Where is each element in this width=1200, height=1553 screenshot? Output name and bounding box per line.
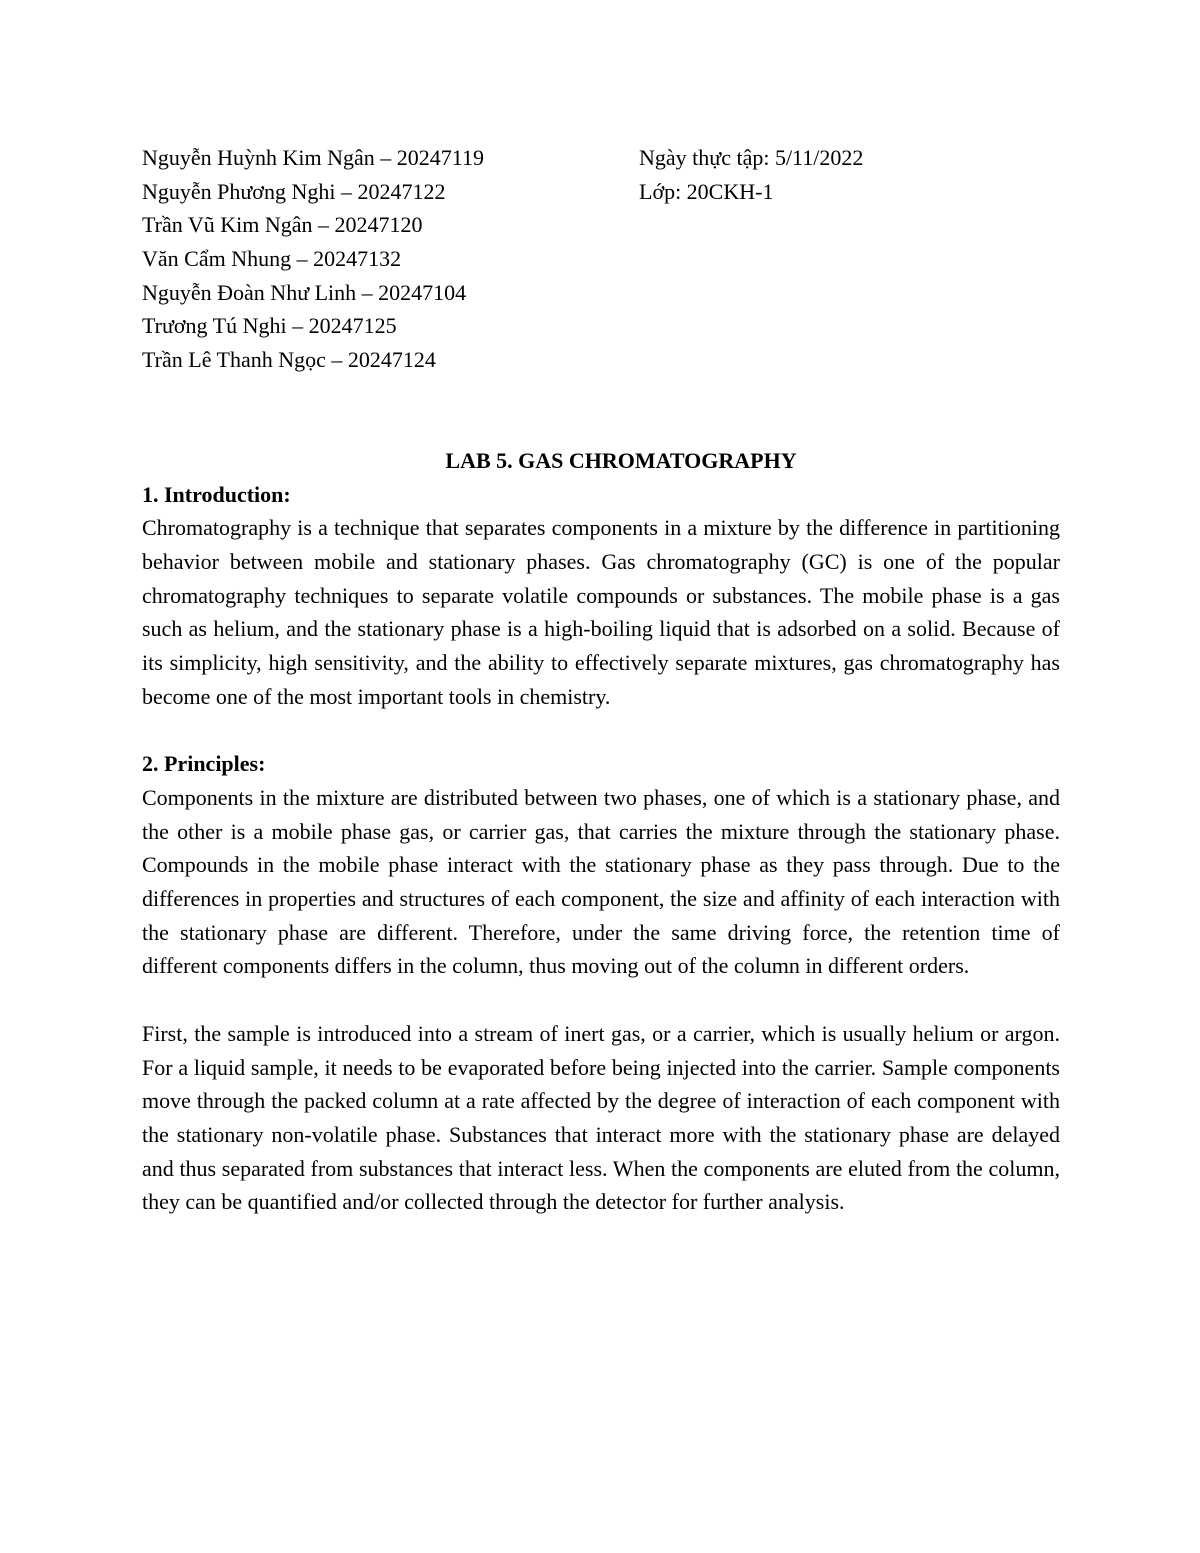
member-name: Nguyễn Huỳnh Kim Ngân – 20247119 <box>142 145 484 170</box>
lab-meta <box>639 141 1059 208</box>
section-heading-principles: 2. Principles: <box>142 751 266 777</box>
section-heading-introduction: 1. Introduction: <box>142 481 291 507</box>
document-body <box>142 444 1060 1219</box>
member-name: Nguyễn Đoàn Như Linh – 20247104 <box>142 279 467 305</box>
member-name: Nguyễn Phương Nghi – 20247122 <box>142 178 446 204</box>
paragraph-spacer <box>142 983 1060 1017</box>
member-name: Văn Cẩm Nhung – 20247132 <box>142 246 402 272</box>
principles-paragraph-1: Components in the mixture are distributed between two phases, one of which is a stationary phase, and the other is a mobile phase gas, or carrier gas, that carries the mixture through the stationary phase. Compounds in the mobile phase interact with the stationary phase as they pass through. Due to the differences in properties and structures of each component, the size and affinity of each interaction with the stationary phase are different. Therefore, under the same driving force, the retention time of different components differs in the column, thus moving out of the column in different orders. <box>142 784 1060 979</box>
paragraph-spacer <box>142 714 1060 748</box>
lab-class: Lớp: 20CKH-1 <box>639 178 774 204</box>
introduction-paragraph: Chromatography is a technique that separates components in a mixture by the difference in partitioning behavior between mobile and stationary phases. Gas chromatography (GC) is one of the popular chromatography techniques to separate volatile compounds or substances. The mobile phase is a gas such as helium, and the stationary phase is a high-boiling liquid that is adsorbed on a solid. Because of its simplicity, high sensitivity, and the ability to effectively separate mixtures, gas chromatography has become one of the most important tools in chemistry. <box>142 515 1060 709</box>
member-name: Trần Vũ Kim Ngân – 20247120 <box>142 212 423 238</box>
document-title: LAB 5. GAS CHROMATOGRAPHY <box>445 448 797 473</box>
principles-paragraph-2: First, the sample is introduced into a stream of inert gas, or a carrier, which is usually helium or argon. For a liquid sample, it needs to be evaporated before being injected into the carrier. Sample components move through the packed column at a rate affected by the degree of interaction of each component with the stationary non-volatile phase. Substances that interact more with the stationary phase are delayed and thus separated from substances that interact less. When the components are eluted from the column, they can be quantified and/or collected through the detector for further analysis. <box>142 1020 1060 1215</box>
lab-date: Ngày thực tập: 5/11/2022 <box>639 145 864 170</box>
member-name: Trương Tú Nghi – 20247125 <box>142 313 397 339</box>
member-list <box>142 141 622 377</box>
member-name: Trần Lê Thanh Ngọc – 20247124 <box>142 347 436 373</box>
